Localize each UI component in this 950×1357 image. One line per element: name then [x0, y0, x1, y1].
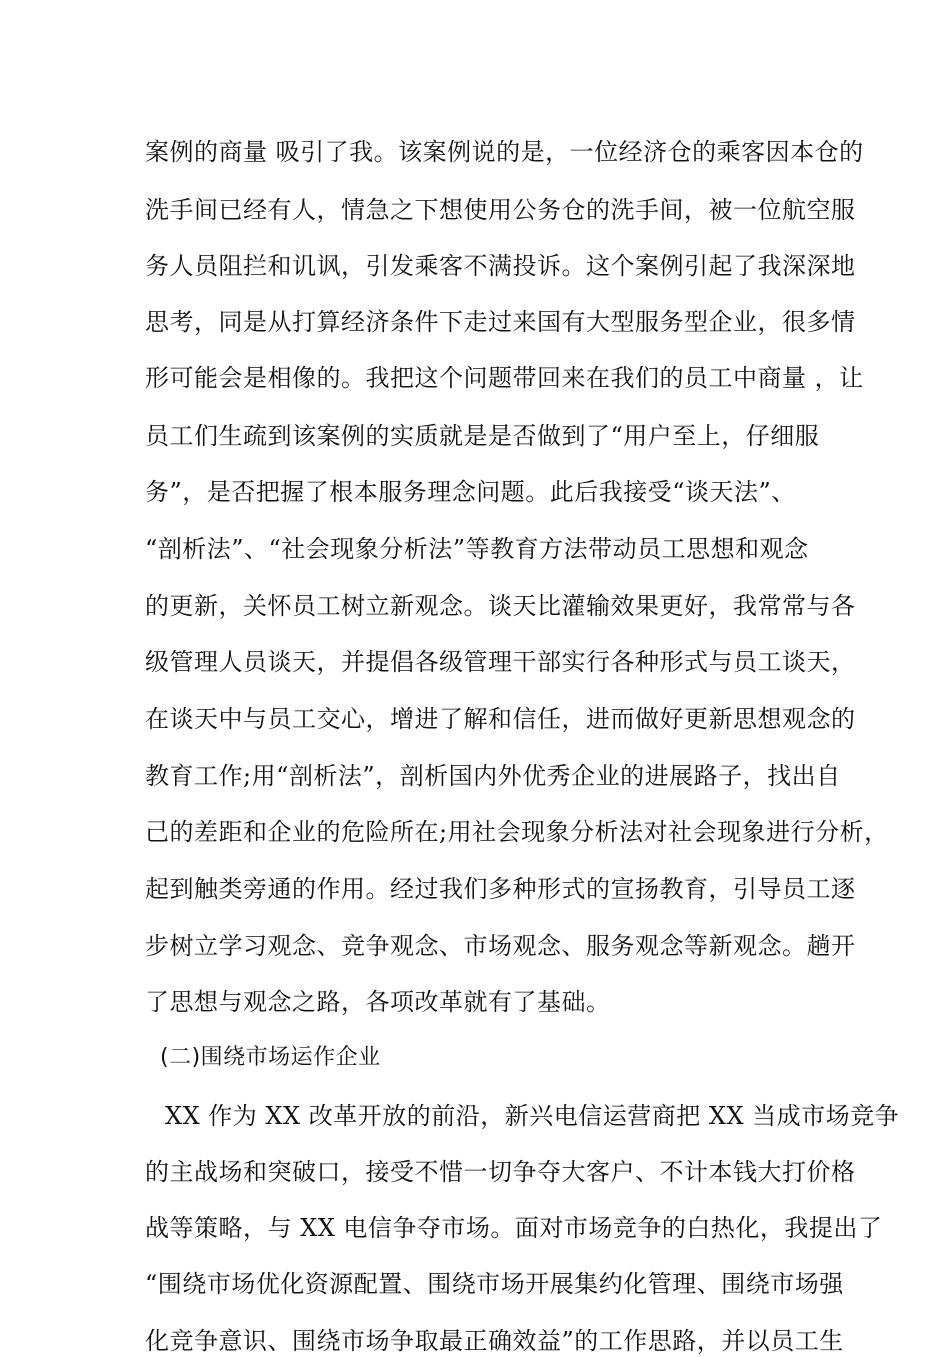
- text-line: 化竞争意识、围绕市场争取最正确效益”的工作思路，并以员工生: [145, 1327, 844, 1355]
- text-line: 务人员阻拦和讥讽，引发乘客不满投诉。这个案例引起了我深深地: [145, 252, 856, 280]
- text-line: XX 作为 XX 改革开放的前沿，新兴电信运营商把 XX 当成市场竞争: [165, 1102, 900, 1130]
- text-line: 员工们生疏到该案例的实质就是是否做到了“用户至上，仔细服: [145, 422, 820, 450]
- text-line: 洗手间已经有人，情急之下想使用公务仓的洗手间，被一位航空服: [145, 196, 856, 224]
- text-line: 在谈天中与员工交心，增进了解和信任，进而做好更新思想观念的: [145, 705, 856, 733]
- text-line: 案例的商量 吸引了我。该案例说的是，一位经济仓的乘客因本仓的: [145, 138, 864, 166]
- text-line: 战等策略，与 XX 电信争夺市场。面对市场竞争的白热化，我提出了: [145, 1214, 883, 1242]
- text-line: 起到触类旁通的作用。经过我们多种形式的宣扬教育，引导员工逐: [145, 875, 856, 903]
- text-line: 级管理人员谈天，并提倡各级管理干部实行各种形式与员工谈天，: [145, 648, 856, 676]
- text-line: 的主战场和突破口，接受不惜一切争夺大客户、不计本钱大打价格: [145, 1158, 856, 1186]
- text-line: 己的差距和企业的危险所在;用社会现象分析法对社会现象进行分析，: [145, 818, 889, 846]
- text-line: “剖析法”、“社会现象分析法”等教育方法带动员工思想和观念: [145, 535, 809, 563]
- text-line: 步树立学习观念、竞争观念、市场观念、服务观念等新观念。趟开: [145, 932, 856, 960]
- section-heading: (二)围绕市场运作企业: [160, 1045, 381, 1070]
- text-line: 的更新，关怀员工树立新观念。谈天比灌输效果更好，我常常与各: [145, 592, 856, 620]
- text-line: 了思想与观念之路，各项改革就有了基础。: [145, 988, 611, 1016]
- text-line: 务”，是否把握了根本服务理念问题。此后我接受“谈天法”、: [145, 478, 796, 506]
- text-line: 思考，同是从打算经济条件下走过来国有大型服务型企业，很多情: [145, 308, 856, 336]
- text-line: 形可能会是相像的。我把这个问题带回来在我们的员工中商量 ，让: [145, 364, 864, 392]
- text-line: 教育工作;用“剖析法”，剖析国内外优秀企业的进展路子，找出自: [145, 762, 841, 790]
- text-line: “围绕市场优化资源配置、围绕市场开展集约化管理、围绕市场强: [145, 1270, 844, 1298]
